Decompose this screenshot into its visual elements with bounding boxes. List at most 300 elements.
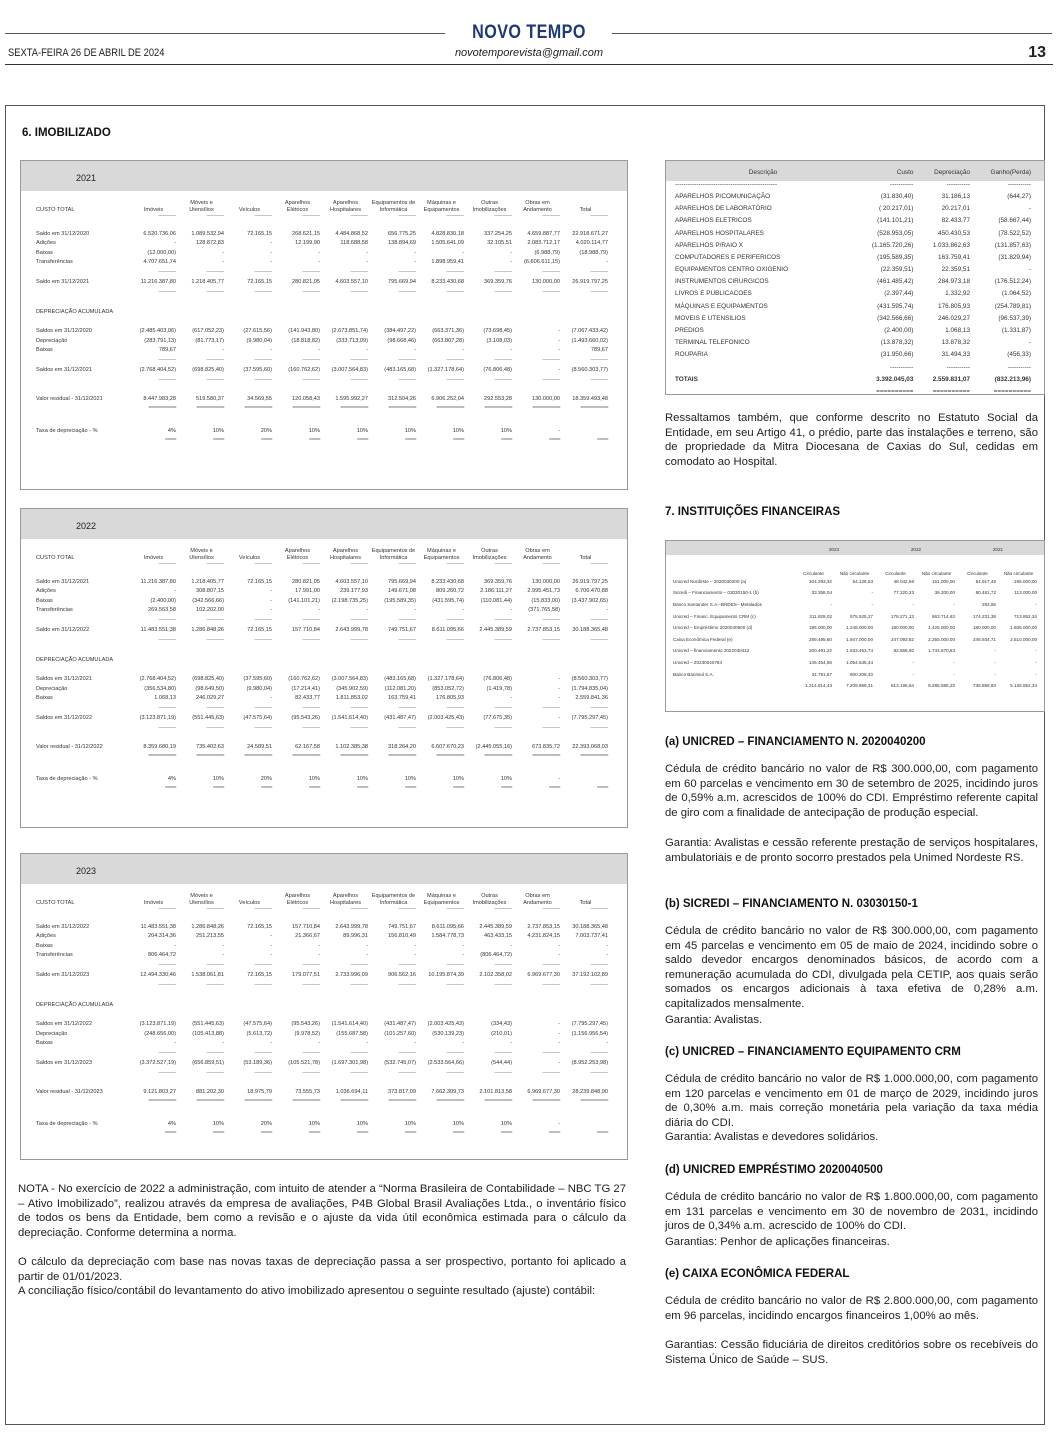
- cell-value: 72.165,15: [247, 626, 272, 633]
- cell-value: 200.491,22: [809, 648, 832, 654]
- separator-cell: -------------: [398, 269, 416, 275]
- depreciacao-row: [36, 336, 611, 346]
- cell-value: 1.286.848,26: [191, 923, 224, 930]
- cell-value: (1.794.835,04): [571, 685, 608, 692]
- cell-value: -: [366, 607, 368, 614]
- cell-value: 280.821,05: [292, 278, 320, 285]
- separator-cell: ====: [452, 1129, 464, 1136]
- cell-value: 11.216.387,80: [140, 578, 176, 585]
- column-header: Outras Imobilizações: [472, 893, 507, 906]
- cell-value: -: [558, 1059, 560, 1066]
- cell-value: 82.433,77: [941, 217, 971, 225]
- cell-value: (1.697.301,98): [331, 1059, 368, 1066]
- separator-cell: -------------: [398, 288, 416, 295]
- cell-value: (96.537,39): [998, 314, 1031, 322]
- separator-cell: -------------: [254, 376, 272, 383]
- cell-value: (9.980,04): [246, 337, 272, 344]
- valor-residual-row: [36, 743, 611, 753]
- separator-cell: -------------: [590, 617, 608, 623]
- cell-value: -: [558, 366, 560, 373]
- cell-value: 881.202,30: [196, 1089, 224, 1096]
- separator-cell: ==========: [532, 1098, 560, 1104]
- cell-value: -: [174, 588, 176, 595]
- cell-value: -: [558, 714, 560, 721]
- cell-value: (53.189,36): [243, 1059, 272, 1066]
- separator-cell: -------------: [302, 288, 320, 295]
- cell-value: 10%: [500, 427, 512, 434]
- row-label: Valor residual - 31/12/2021: [36, 396, 103, 403]
- depreciacao-row: [36, 1020, 611, 1030]
- cell-value: (2.485.403,06): [139, 328, 176, 335]
- cell-value: 8.611.095,66: [431, 923, 464, 930]
- separator-cell: -------------: [350, 357, 368, 363]
- separator-cell: -------------: [590, 376, 608, 383]
- column-header: Veículos: [238, 206, 261, 213]
- separator-cell: ==========: [484, 1098, 512, 1104]
- separator-cell: -------------: [494, 269, 512, 275]
- contact-email[interactable]: novotemporevista@gmail.com: [454, 47, 604, 59]
- depreciacao-label: DEPRECIAÇÃO ACUMULADA: [36, 1001, 114, 1008]
- row-label: Caixa Econômica Federal (e): [673, 636, 733, 642]
- cell-value: (160.762,62): [288, 366, 320, 373]
- separator-cell: -------------: [254, 561, 272, 567]
- separator-cell: ==========: [388, 405, 416, 411]
- cell-value: -: [270, 1040, 272, 1047]
- valor-residual-row: [36, 1088, 611, 1098]
- separator-cell: -------------: [158, 1069, 176, 1076]
- total-value: 736.858,83: [973, 683, 996, 689]
- cell-value: (76.806,48): [483, 366, 512, 373]
- cell-value: 337.254,25: [484, 230, 512, 237]
- separator-cell: ====: [164, 784, 176, 791]
- separator-cell: ==========: [196, 405, 224, 411]
- column-header: Aparelhos Elétricos: [284, 200, 311, 213]
- note-heading: (a) UNICRED – FINANCIAMENTO N. 2020040200: [665, 736, 926, 748]
- cell-value: -----------: [946, 180, 971, 188]
- separator-cell: -------------: [590, 1050, 608, 1056]
- row-label: Valor residual - 31/12/2023: [36, 1089, 103, 1096]
- separator-cell: -------------: [446, 561, 464, 567]
- cell-value: -: [558, 1021, 560, 1028]
- separator-cell: -------------: [398, 357, 416, 363]
- cell-value: 176.805,93: [436, 695, 464, 702]
- cell-value: (3.123.871,19): [139, 714, 176, 721]
- imobilizado-grid: [36, 191, 611, 444]
- section-label-row: [36, 1000, 611, 1010]
- section-7-title: 7. INSTITUIÇÕES FINANCEIRAS: [665, 506, 841, 518]
- cell-value: (47.575,64): [243, 1021, 272, 1028]
- spacer-row: [36, 990, 611, 1000]
- depreciacao-paragraph: O cálculo da depreciação com base nas novas taxas de depreciação passa a ser prospectivo, portanto foi aplicado a partir de 01/01/2023.: [18, 1256, 626, 1283]
- cell-value: 149.671,08: [388, 588, 416, 595]
- separator-cell: -------------: [302, 906, 320, 912]
- separator-cell: -------------: [494, 561, 512, 567]
- cell-value: 145.454,56: [809, 660, 832, 666]
- separator-cell: ==========: [244, 405, 272, 411]
- column-header: Aparelhos Elétricos: [284, 548, 311, 561]
- cell-value: 1.811.853,02: [335, 695, 368, 702]
- header-row: [673, 166, 1033, 178]
- cell-value: (22.359,51): [880, 266, 914, 274]
- separator-cell: -------------: [398, 1069, 416, 1076]
- separator-cell: -------------: [446, 1050, 464, 1056]
- separator-cell: ====: [308, 436, 320, 443]
- separator-cell: -------------: [494, 617, 512, 623]
- cell-value: 1.245.000,00: [846, 625, 873, 631]
- row-label: Saldo em 31/12/2023: [36, 971, 90, 978]
- cell-value: -: [174, 942, 176, 949]
- cell-value: 10%: [356, 1120, 368, 1127]
- separator-cell: ==========: [244, 1098, 272, 1104]
- cell-value: 180.000,00: [891, 625, 914, 631]
- separator-cell: -------------: [302, 357, 320, 363]
- cell-value: 280.821,05: [292, 578, 320, 585]
- spacer-row: [36, 1105, 611, 1119]
- cell-value: 72.165,15: [247, 578, 272, 585]
- cell-value: 4.603.557,10: [335, 278, 368, 285]
- separator-cell: -------------: [206, 1050, 224, 1056]
- custo-row: [36, 229, 611, 239]
- row-label: APARELHOS P/COMUNICAÇÃO: [675, 192, 771, 200]
- separator-cell: -------------: [494, 906, 512, 912]
- separator-cell: -------------: [158, 617, 176, 623]
- cell-value: 179.077,51: [292, 971, 320, 978]
- cell-value: 713.852,34: [1014, 613, 1037, 619]
- separator-cell: ====: [356, 1129, 368, 1136]
- separator-cell: ====: [596, 436, 608, 443]
- cell-value: (73.698,45): [483, 328, 512, 335]
- cell-value: 2.083.712,17: [527, 240, 560, 247]
- cell-value: 77.220,23: [893, 590, 914, 596]
- cell-value: (528.953,05): [877, 229, 914, 237]
- cell-value: (1.165.720,26): [871, 241, 914, 249]
- separator-cell: ==========: [580, 405, 608, 411]
- depreciacao-total-row: [36, 365, 611, 375]
- cell-value: 673.835,72: [532, 744, 560, 751]
- separator-cell: -------------: [206, 724, 224, 731]
- row-label: LIVROS E PUBLICACOES: [675, 290, 752, 298]
- column-header: Imóveis: [143, 899, 164, 906]
- cell-value: 130.000,00: [532, 578, 560, 585]
- cell-value: 6.607.670,23: [431, 744, 464, 751]
- row-label: Depreciação: [36, 685, 68, 692]
- cell-value: 32.105,51: [487, 240, 512, 247]
- cell-value: 1.068,13: [154, 695, 176, 702]
- row-label: Banco Santander S.A.–BNDES– Metalados: [673, 602, 762, 608]
- cell-value: 906.562,16: [388, 971, 416, 978]
- cell-value: (13.878,32): [880, 339, 914, 347]
- separator-cell: -------------: [542, 376, 560, 383]
- masthead: [0, 0, 1058, 70]
- cell-value: 4.231.824,15: [527, 933, 560, 940]
- conciliacao-row: [673, 312, 1033, 324]
- cell-value: (31.829,94): [998, 253, 1031, 261]
- cell-value: -: [414, 347, 416, 354]
- cell-value: -: [222, 347, 224, 354]
- column-header: Veículos: [238, 554, 261, 561]
- cell-value: -: [462, 952, 464, 959]
- cell-value: 575.525,27: [850, 613, 873, 619]
- financeira-row: [671, 622, 1039, 634]
- cell-value: (5.613,72): [246, 1030, 272, 1037]
- cell-value: -: [318, 249, 320, 256]
- separator-cell: ==========: [532, 753, 560, 759]
- column-header: Máquinas e Equipamentos: [423, 548, 460, 561]
- cell-value: 284.973,18: [938, 278, 971, 286]
- cell-value: 519.580,37: [196, 396, 224, 403]
- spacer-row: [36, 760, 611, 774]
- row-label: COMPUTADORES E PERIFERICOS: [675, 253, 781, 261]
- total-value: 6.285.585,20: [928, 683, 955, 689]
- cell-value: (1.493.660,02): [571, 337, 608, 344]
- separator-cell: -------------: [158, 269, 176, 275]
- cell-value: (483.165,68): [384, 676, 416, 683]
- depreciacao-row: [36, 675, 611, 685]
- cell-value: (76.806,48): [483, 676, 512, 683]
- cell-value: 2.737.853,15: [527, 923, 560, 930]
- custo-row: [36, 922, 611, 932]
- note-text: Cédula de crédito bancário no valor de R$ 2.800.000,00, com pagamento em 96 parcelas, incidindo encargos financeiros 1,00% ao mês.: [665, 1295, 1038, 1322]
- row-label: PREDIOS: [675, 327, 704, 335]
- cell-value: 24.589,51: [247, 744, 272, 751]
- cell-value: 4%: [167, 775, 176, 782]
- separator-cell: -------------: [542, 724, 560, 731]
- blank: [671, 556, 793, 576]
- cell-value: ( 20.217,01): [878, 205, 914, 213]
- subheader: Circulante: [967, 570, 988, 576]
- separator-cell: -------------: [254, 617, 272, 623]
- cell-value: -: [174, 1040, 176, 1047]
- cell-value: (254.789,81): [994, 302, 1031, 310]
- depreciacao-total-row: [36, 1058, 611, 1068]
- custo-row: [36, 587, 611, 597]
- separator-cell: -------------: [446, 962, 464, 968]
- separator-cell: -------------: [542, 962, 560, 968]
- conciliacao-row: [673, 264, 1033, 276]
- cell-value: -: [366, 942, 368, 949]
- financeira-row: [671, 587, 1039, 599]
- custo-row: [36, 606, 611, 616]
- issue-date: SEXTA-FEIRA 26 DE ABRIL DE 2024: [8, 47, 165, 59]
- separator-cell: ====: [404, 784, 416, 791]
- year-header: 2022: [910, 547, 922, 553]
- separator-cell: -------------: [446, 213, 464, 219]
- depreciacao-row: [36, 684, 611, 694]
- conciliacao-row: [673, 349, 1033, 361]
- separator-cell: -------------: [446, 357, 464, 363]
- cell-value: (141.101,21): [288, 597, 320, 604]
- separator-cell: -------------: [350, 376, 368, 383]
- cell-value: -: [270, 249, 272, 256]
- cell-value: -: [1035, 602, 1037, 608]
- column-header: Equipamentos de Informática: [371, 200, 416, 213]
- separator-cell: -------------: [206, 561, 224, 567]
- cell-value: (2.768.404,52): [139, 676, 176, 683]
- spacer-row: [36, 912, 611, 922]
- cell-value: -----------: [1007, 363, 1031, 371]
- separator-cell: ====: [596, 1129, 608, 1136]
- row-label: Baixas: [36, 347, 53, 354]
- cell-value: -: [222, 952, 224, 959]
- row-label: ------------------------------------------------: [675, 180, 778, 188]
- separator-cell: -------------: [446, 376, 464, 383]
- row-label: Baixas: [36, 249, 53, 256]
- cell-value: -: [953, 602, 955, 608]
- separator-row: [673, 385, 1033, 397]
- separator-cell: -------------: [158, 636, 176, 643]
- conciliacao-row: [673, 203, 1033, 215]
- separator-cell: -------------: [542, 1069, 560, 1076]
- cell-value: -: [912, 671, 914, 677]
- cell-value: 10%: [404, 1120, 416, 1127]
- cell-value: 795.669,94: [388, 578, 416, 585]
- separator-cell: ==========: [484, 405, 512, 411]
- cell-value: 450.430,53: [938, 229, 971, 237]
- cell-value: -: [1028, 205, 1031, 213]
- cell-value: (8.560.303,77): [571, 366, 608, 373]
- cell-value: 157.710,84: [292, 626, 320, 633]
- cell-value: 2.445.389,59: [479, 626, 512, 633]
- column-header: Total: [579, 554, 592, 561]
- subheader: Não circulante: [921, 570, 952, 576]
- column-headers: [36, 539, 611, 561]
- cell-value: -: [318, 942, 320, 949]
- separator-cell: -------------: [350, 561, 368, 567]
- separator-cell: -------------: [206, 376, 224, 383]
- separator-cell: -------------: [446, 981, 464, 988]
- cell-value: 18.975,79: [247, 1089, 272, 1096]
- row-label: Depreciação: [36, 1030, 68, 1037]
- subheader: Circulante: [803, 570, 824, 576]
- conciliacao-row: [673, 251, 1033, 263]
- cell-value: (656.859,51): [192, 1059, 224, 1066]
- taxa-depreciacao-row: [36, 426, 611, 436]
- separator-cell: -------------: [494, 376, 512, 383]
- cell-value: 1.533.453,74: [846, 648, 873, 654]
- cell-value: -: [270, 942, 272, 949]
- cell-value: (1.541.614,40): [331, 1021, 368, 1028]
- separator-cell: -------------: [590, 269, 608, 275]
- cell-value: 82.433,77: [295, 695, 320, 702]
- cell-value: -: [1035, 660, 1037, 666]
- cell-value: (210,01): [491, 1030, 512, 1037]
- separator-cell: ==========: [292, 753, 320, 759]
- cell-value: -: [558, 942, 560, 949]
- row-label: Saldos em 31/12/2022: [36, 1021, 92, 1028]
- cell-value: -: [462, 1040, 464, 1047]
- cell-value: 1.089.532,94: [191, 230, 224, 237]
- column-header: Equipamentos de Informática: [371, 548, 416, 561]
- custo-total-row: [36, 970, 611, 980]
- separator-cell: ==========: [436, 1098, 464, 1104]
- cell-value: 10%: [212, 427, 224, 434]
- conciliacao-grid: [673, 166, 1033, 398]
- financeira-row: [671, 668, 1039, 680]
- cell-value: 7.662.309,73: [431, 1089, 464, 1096]
- separator-cell: -------------: [542, 617, 560, 623]
- cell-value: (3.123.871,19): [139, 1021, 176, 1028]
- cell-value: 34.569,55: [247, 396, 272, 403]
- row-label: Saldo em 31/12/2021: [36, 278, 90, 285]
- row-label: EQUIPAMENTOS CENTRO OXIGENIO: [675, 266, 789, 274]
- separator-cell: ====: [500, 784, 512, 791]
- cell-value: (1.327.178,64): [427, 366, 464, 373]
- cell-value: 113.000,00: [1014, 590, 1037, 596]
- row-label: Unicred – Financ. Equipamento CRM (c): [673, 613, 756, 619]
- separator-cell: ====: [404, 436, 416, 443]
- cell-value: (3.108,03): [486, 337, 512, 344]
- conciliacao-row: [673, 288, 1033, 300]
- separator-cell: -------------: [206, 1069, 224, 1076]
- cell-value: 13.878,32: [941, 339, 971, 347]
- cell-value: (832.213,96): [994, 375, 1031, 383]
- cell-value: (155.687,58): [336, 1030, 368, 1037]
- custo-total-label: CUSTO TOTAL: [36, 899, 75, 906]
- row-label: Unicred – financiamento 2022040412: [673, 648, 750, 654]
- cell-value: (283.791,13): [144, 337, 176, 344]
- cell-value: -: [270, 952, 272, 959]
- separator-row: [36, 635, 611, 645]
- separator-cell: -------------: [254, 269, 272, 275]
- cell-value: -: [953, 660, 955, 666]
- cell-value: 10%: [308, 1120, 320, 1127]
- note-guarantee: Garantias: Penhor de aplicações financeiras.: [665, 1236, 890, 1248]
- separator-cell: -------------: [542, 705, 560, 711]
- total-value: 5.136.852,34: [1010, 683, 1037, 689]
- separator-cell: -------------: [590, 906, 608, 912]
- row-label: Depreciação: [36, 337, 68, 344]
- separator-row: [36, 960, 611, 970]
- page-number: 13: [1028, 44, 1046, 61]
- separator-cell: -------------: [398, 561, 416, 567]
- separator-cell: -------------: [494, 981, 512, 988]
- financeira-row: [671, 645, 1039, 657]
- row-label: Saldo em 31/12/2022: [36, 923, 90, 930]
- separator-cell: -------------: [350, 269, 368, 275]
- separator-cell: -------------: [254, 981, 272, 988]
- separator-cell: -------------: [206, 906, 224, 912]
- cell-value: (3.437.902,65): [571, 597, 608, 604]
- row-label: ROUPARIA: [675, 351, 708, 359]
- cell-value: 89.996,31: [343, 933, 368, 940]
- depreciacao-row: [36, 1039, 611, 1049]
- subheader: Circulante: [885, 570, 906, 576]
- separator-cell: ==========: [340, 753, 368, 759]
- row-label: Baixas: [36, 695, 53, 702]
- cell-value: (58.667,44): [998, 217, 1031, 225]
- cell-value: 82.568,60: [893, 648, 914, 654]
- row-label: Saldos em 31/12/2021: [36, 676, 92, 683]
- cell-value: -: [462, 249, 464, 256]
- separator-cell: -------------: [158, 213, 176, 219]
- financeira-row: [671, 610, 1039, 622]
- separator-row: [36, 355, 611, 365]
- cell-value: -----------: [890, 363, 914, 371]
- cell-value: (105.413,88): [192, 1030, 224, 1037]
- cell-value: 656.775,25: [388, 230, 416, 237]
- subheader: Não circulante: [1003, 570, 1034, 576]
- separator-cell: ====: [356, 436, 368, 443]
- financeira-row: [671, 657, 1039, 669]
- cell-value: 54.126,53: [852, 578, 873, 584]
- cell-value: 28.239.848,90: [572, 1089, 608, 1096]
- cell-value: 1.744.670,63: [928, 648, 955, 654]
- cell-value: 1.218.405,77: [191, 278, 224, 285]
- cell-value: 2.643.999,78: [335, 923, 368, 930]
- cell-value: (110.081,44): [480, 597, 512, 604]
- cell-value: (6.988,79): [534, 249, 560, 256]
- row-label: Taxa de depreciação - %: [36, 775, 98, 782]
